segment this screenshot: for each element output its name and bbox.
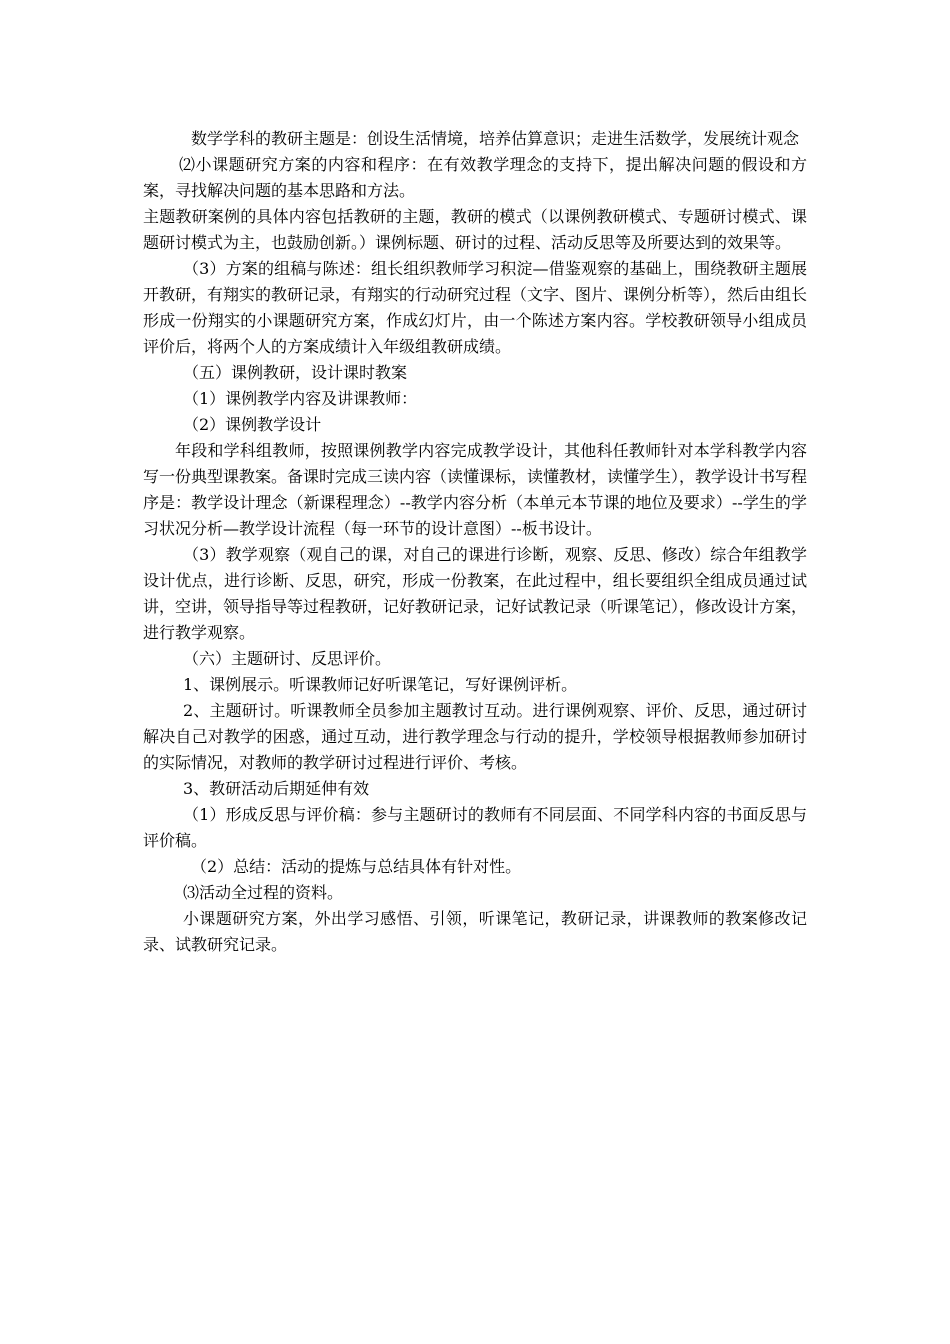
paragraph-math-theme: 数学学科的教研主题是：创设生活情境，培养估算意识；走进生活数学，发展统计观念 <box>191 129 800 148</box>
paragraph-materials-list: 小课题研究方案，外出学习感悟、引领，听课笔记，教研记录，讲课教师的教案修改记录、试教研究记录。 <box>143 909 807 954</box>
document-page <box>143 126 807 958</box>
heading-section-five: （五）课例教研，设计课时教案 <box>183 363 408 382</box>
paragraph-theme-discussion: 2、主题研讨。听课教师全员参加主题教讨互动。进行课例观察、评价、反思，通过研讨解决自己对教学的困惑，通过互动，进行教学理念与行动的提升，学校领导根据教师参加研讨的实际情况，对教师的教学研讨过程进行评价、考核。 <box>143 701 807 772</box>
paragraph-materials: ⑶活动全过程的资料。 <box>183 883 344 902</box>
paragraph-case-content: 主题教研案例的具体内容包括教研的主题，教研的模式（以课例教研模式、专题研讨模式、课题研讨模式为主，也鼓励创新。）课例标题、研讨的过程、活动反思等及所要达到的效果等。 <box>143 207 807 252</box>
paragraph-lesson-design: （2）课例教学设计 <box>183 415 322 434</box>
paragraph-teaching-observation: （3）教学观察（观自己的课，对自己的课进行诊断，观察、反思、修改）综合年组教学设计优点，进行诊断、反思，研究，形成一份教案，在此过程中，组长要组织全组成员通过试讲，空讲，领导指导等过程教研，记好教研记录，记好试教记录（听课笔记），修改设计方案，进行教学观察。 <box>143 545 808 642</box>
paragraph-plan-drafting: （3）方案的组稿与陈述：组长组织教师学习积淀—借鉴观察的基础上，围绕教研主题展开教研，有翔实的教研记录，有翔实的行动研究过程（文字、图片、课例分析等），然后由组长形成一份翔实的小课题研究方案，作成幻灯片，由一个陈述方案内容。学校教研领导小组成员评价后，将两个人的方案成绩计入年级组教研成绩。 <box>143 259 808 356</box>
paragraph-plan-content: ⑵小课题研究方案的内容和程序：在有效教学理念的支持下，提出解决问题的假设和方案，寻找解决问题的基本思路和方法。 <box>143 155 807 200</box>
paragraph-lesson-content: （1）课例教学内容及讲课教师： <box>183 389 418 408</box>
heading-extension: 3、教研活动后期延伸有效 <box>183 779 370 798</box>
paragraph-reflection-draft: （1）形成反思与评价稿：参与主题研讨的教师有不同层面、不同学科内容的书面反思与评价稿。 <box>143 805 807 850</box>
paragraph-summary: （2）总结：活动的提炼与总结具体有针对性。 <box>191 857 522 876</box>
paragraph-lesson-showcase: 1、课例展示。听课教师记好听课笔记，写好课例评析。 <box>183 675 578 694</box>
paragraph-grade-teachers: 年段和学科组教师，按照课例教学内容完成教学设计，其他科任教师针对本学科教学内容写一份典型课教案。备课时完成三读内容（读懂课标，读懂教材，读懂学生），教学设计书写程序是：教学设计理念（新课程理念）--教学内容分析（本单元本节课的地位及要求）--学生的学习状况分析—教学设计流程（每一环节的设计意图）--板书设计。 <box>143 441 808 538</box>
heading-section-six: （六）主题研讨、反思评价。 <box>183 649 392 668</box>
